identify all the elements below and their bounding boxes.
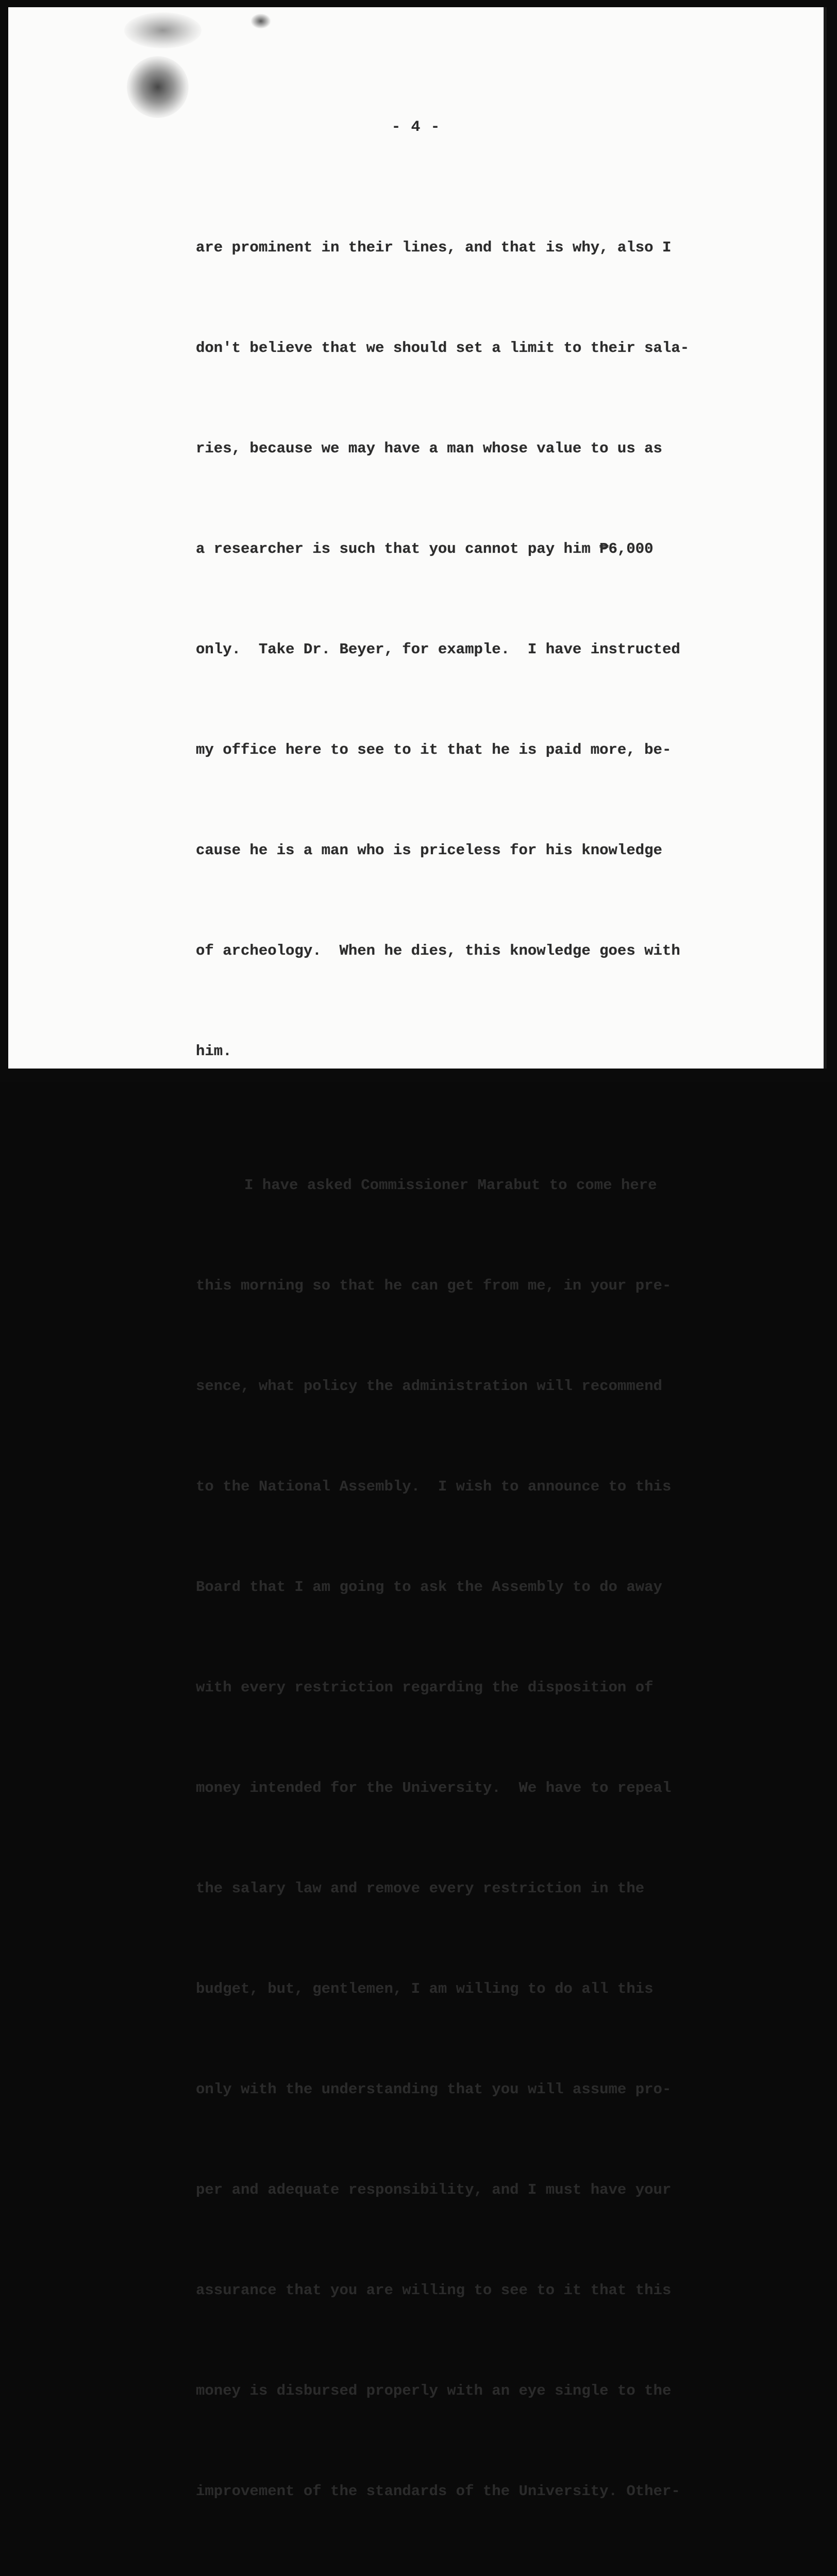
text-line: him.: [196, 1043, 232, 1060]
text-line: ries, because we may have a man whose value to us as: [196, 440, 662, 457]
ink-smudge: [127, 56, 189, 118]
text-line: only with the understanding that you will assume pro-: [196, 2081, 672, 2098]
text-line: budget, but, gentlemen, I am willing to do all this: [196, 1980, 654, 1997]
text-line: sence, what policy the administration will recommend: [196, 1378, 662, 1395]
text-line: Board that I am going to ask the Assembly to do away: [196, 1579, 662, 1596]
text-line: money intended for the University. We have to repeal: [196, 1780, 672, 1797]
text-line: a researcher is such that you cannot pay him ₱6,000: [196, 540, 654, 557]
text-line: money is disbursed properly with an eye single to the: [196, 2382, 672, 2399]
text-line: I have asked Commissioner Marabut to come here: [244, 1177, 657, 1194]
ink-smudge: [250, 13, 271, 29]
text-line: don't believe that we should set a limit to their sala-: [196, 340, 690, 357]
text-line: assurance that you are willing to see to it that this: [196, 2282, 672, 2299]
text-line: only. Take Dr. Beyer, for example. I have instructed: [196, 641, 680, 658]
text-line: my office here to see to it that he is paid more, be-: [196, 741, 672, 758]
text-line: improvement of the standards of the University. Other-: [196, 2483, 680, 2500]
text-line: the salary law and remove every restriction in the: [196, 1880, 645, 1897]
text-line: cause he is a man who is priceless for his knowledge: [196, 842, 662, 859]
ink-smudge: [124, 12, 202, 48]
text-line: with every restriction regarding the disposition of: [196, 1679, 654, 1696]
text-line: per and adequate responsibility, and I must have your: [196, 2181, 672, 2198]
page-number: - 4 -: [391, 118, 441, 136]
document-page: [8, 7, 827, 2500]
document-body: [196, 164, 763, 2576]
text-line: to the National Assembly. I wish to announce to this: [196, 1478, 672, 1495]
text-line: this morning so that he can get from me, in your pre-: [196, 1277, 672, 1294]
text-line: are prominent in their lines, and that is why, also I: [196, 239, 672, 256]
text-line: of archeology. When he dies, this knowledge goes with: [196, 942, 680, 959]
